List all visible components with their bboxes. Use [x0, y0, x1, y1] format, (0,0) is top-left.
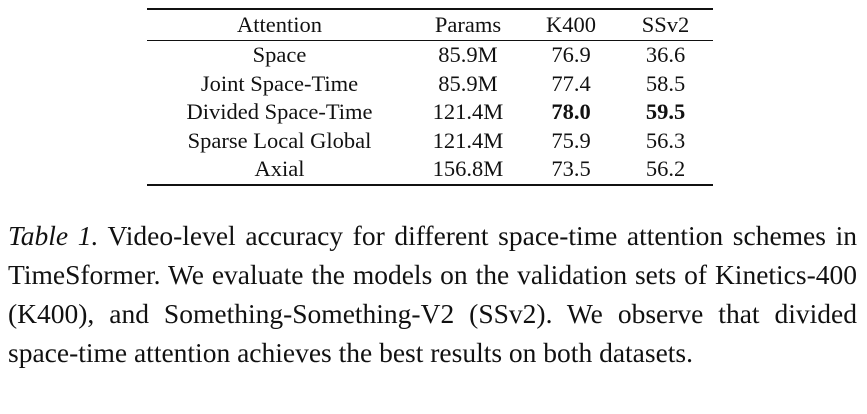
cell-attention: Space: [252, 42, 307, 67]
caption-label: Table 1.: [8, 220, 99, 251]
table-row: [147, 127, 713, 156]
cell-params: 85.9M: [438, 42, 498, 67]
header-ssv2: SSv2: [641, 11, 690, 37]
table-header-row: [147, 10, 713, 41]
cell-attention: Joint Space-Time: [200, 70, 359, 96]
cell-ssv2: 36.6: [645, 42, 686, 67]
cell-k400: 73.5: [551, 156, 591, 181]
cell-k400: 76.9: [551, 42, 591, 67]
table-bottom-rule: [147, 185, 713, 186]
results-table-container: [147, 8, 713, 186]
table-row: [147, 155, 713, 185]
header-attention: Attention: [237, 11, 322, 37]
caption-text: Video-level accuracy for different space-time attention schemes in TimeSformer. We evaluate the models on the validation sets of Kinetics-400 (K400), and Something-Something-V2 (SSv2). We observe that divided space-time attention achieves the best results on both datasets.: [8, 220, 857, 368]
cell-params: 121.4M: [432, 99, 504, 124]
cell-attention: Divided Space-Time: [186, 99, 373, 124]
table-row: [147, 41, 713, 70]
cell-ssv2: 56.3: [645, 127, 686, 153]
cell-params: 85.9M: [438, 70, 498, 96]
cell-k400-best: 78.0: [551, 99, 591, 124]
cell-attention: Axial: [254, 156, 305, 181]
cell-attention: Sparse Local Global: [187, 127, 372, 153]
table-row: [147, 98, 713, 127]
header-params: Params: [434, 11, 502, 37]
cell-k400: 77.4: [551, 70, 591, 96]
results-table: [147, 8, 713, 186]
cell-ssv2: 56.2: [645, 156, 686, 181]
cell-k400: 75.9: [551, 127, 591, 153]
table-caption: [8, 216, 857, 372]
table-row: [147, 70, 713, 99]
cell-params: 121.4M: [432, 127, 504, 153]
cell-params: 156.8M: [432, 156, 504, 181]
header-k400: K400: [546, 11, 596, 37]
cell-ssv2-best: 59.5: [645, 99, 686, 124]
cell-ssv2: 58.5: [645, 70, 686, 96]
